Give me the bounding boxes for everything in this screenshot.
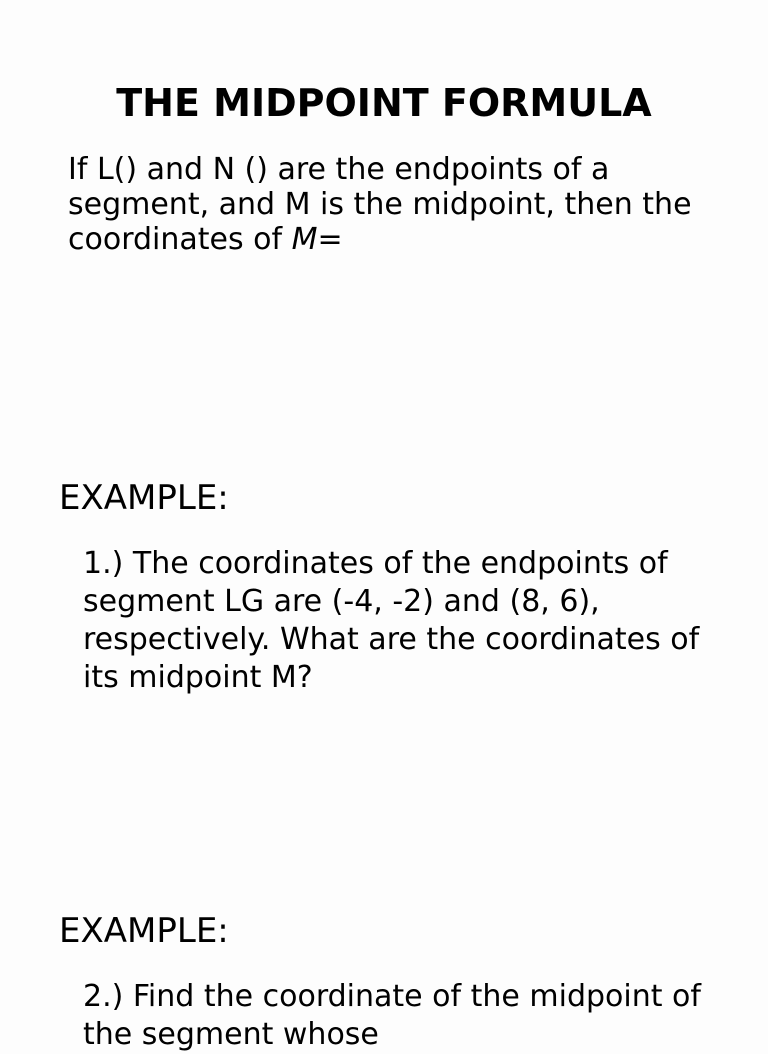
example-1-label: EXAMPLE: (59, 478, 229, 518)
definition-variable: M (291, 222, 318, 257)
definition-suffix: = (317, 222, 343, 257)
definition-text: If L() and N () are the endpoints of a segment, and M is the midpoint, then the coordinates of (68, 152, 692, 257)
midpoint-definition (68, 152, 728, 257)
example-2-text: 2.) Find the coordinate of the midpoint of the segment whose (83, 979, 701, 1052)
example-2-label: EXAMPLE: (59, 911, 229, 951)
example-1-text: 1.) The coordinates of the endpoints of segment LG are (-4, -2) and (8, 6), respectively. What are the coordinates of its midpoint M? (83, 546, 700, 695)
page-title: THE MIDPOINT FORMULA (116, 81, 652, 125)
